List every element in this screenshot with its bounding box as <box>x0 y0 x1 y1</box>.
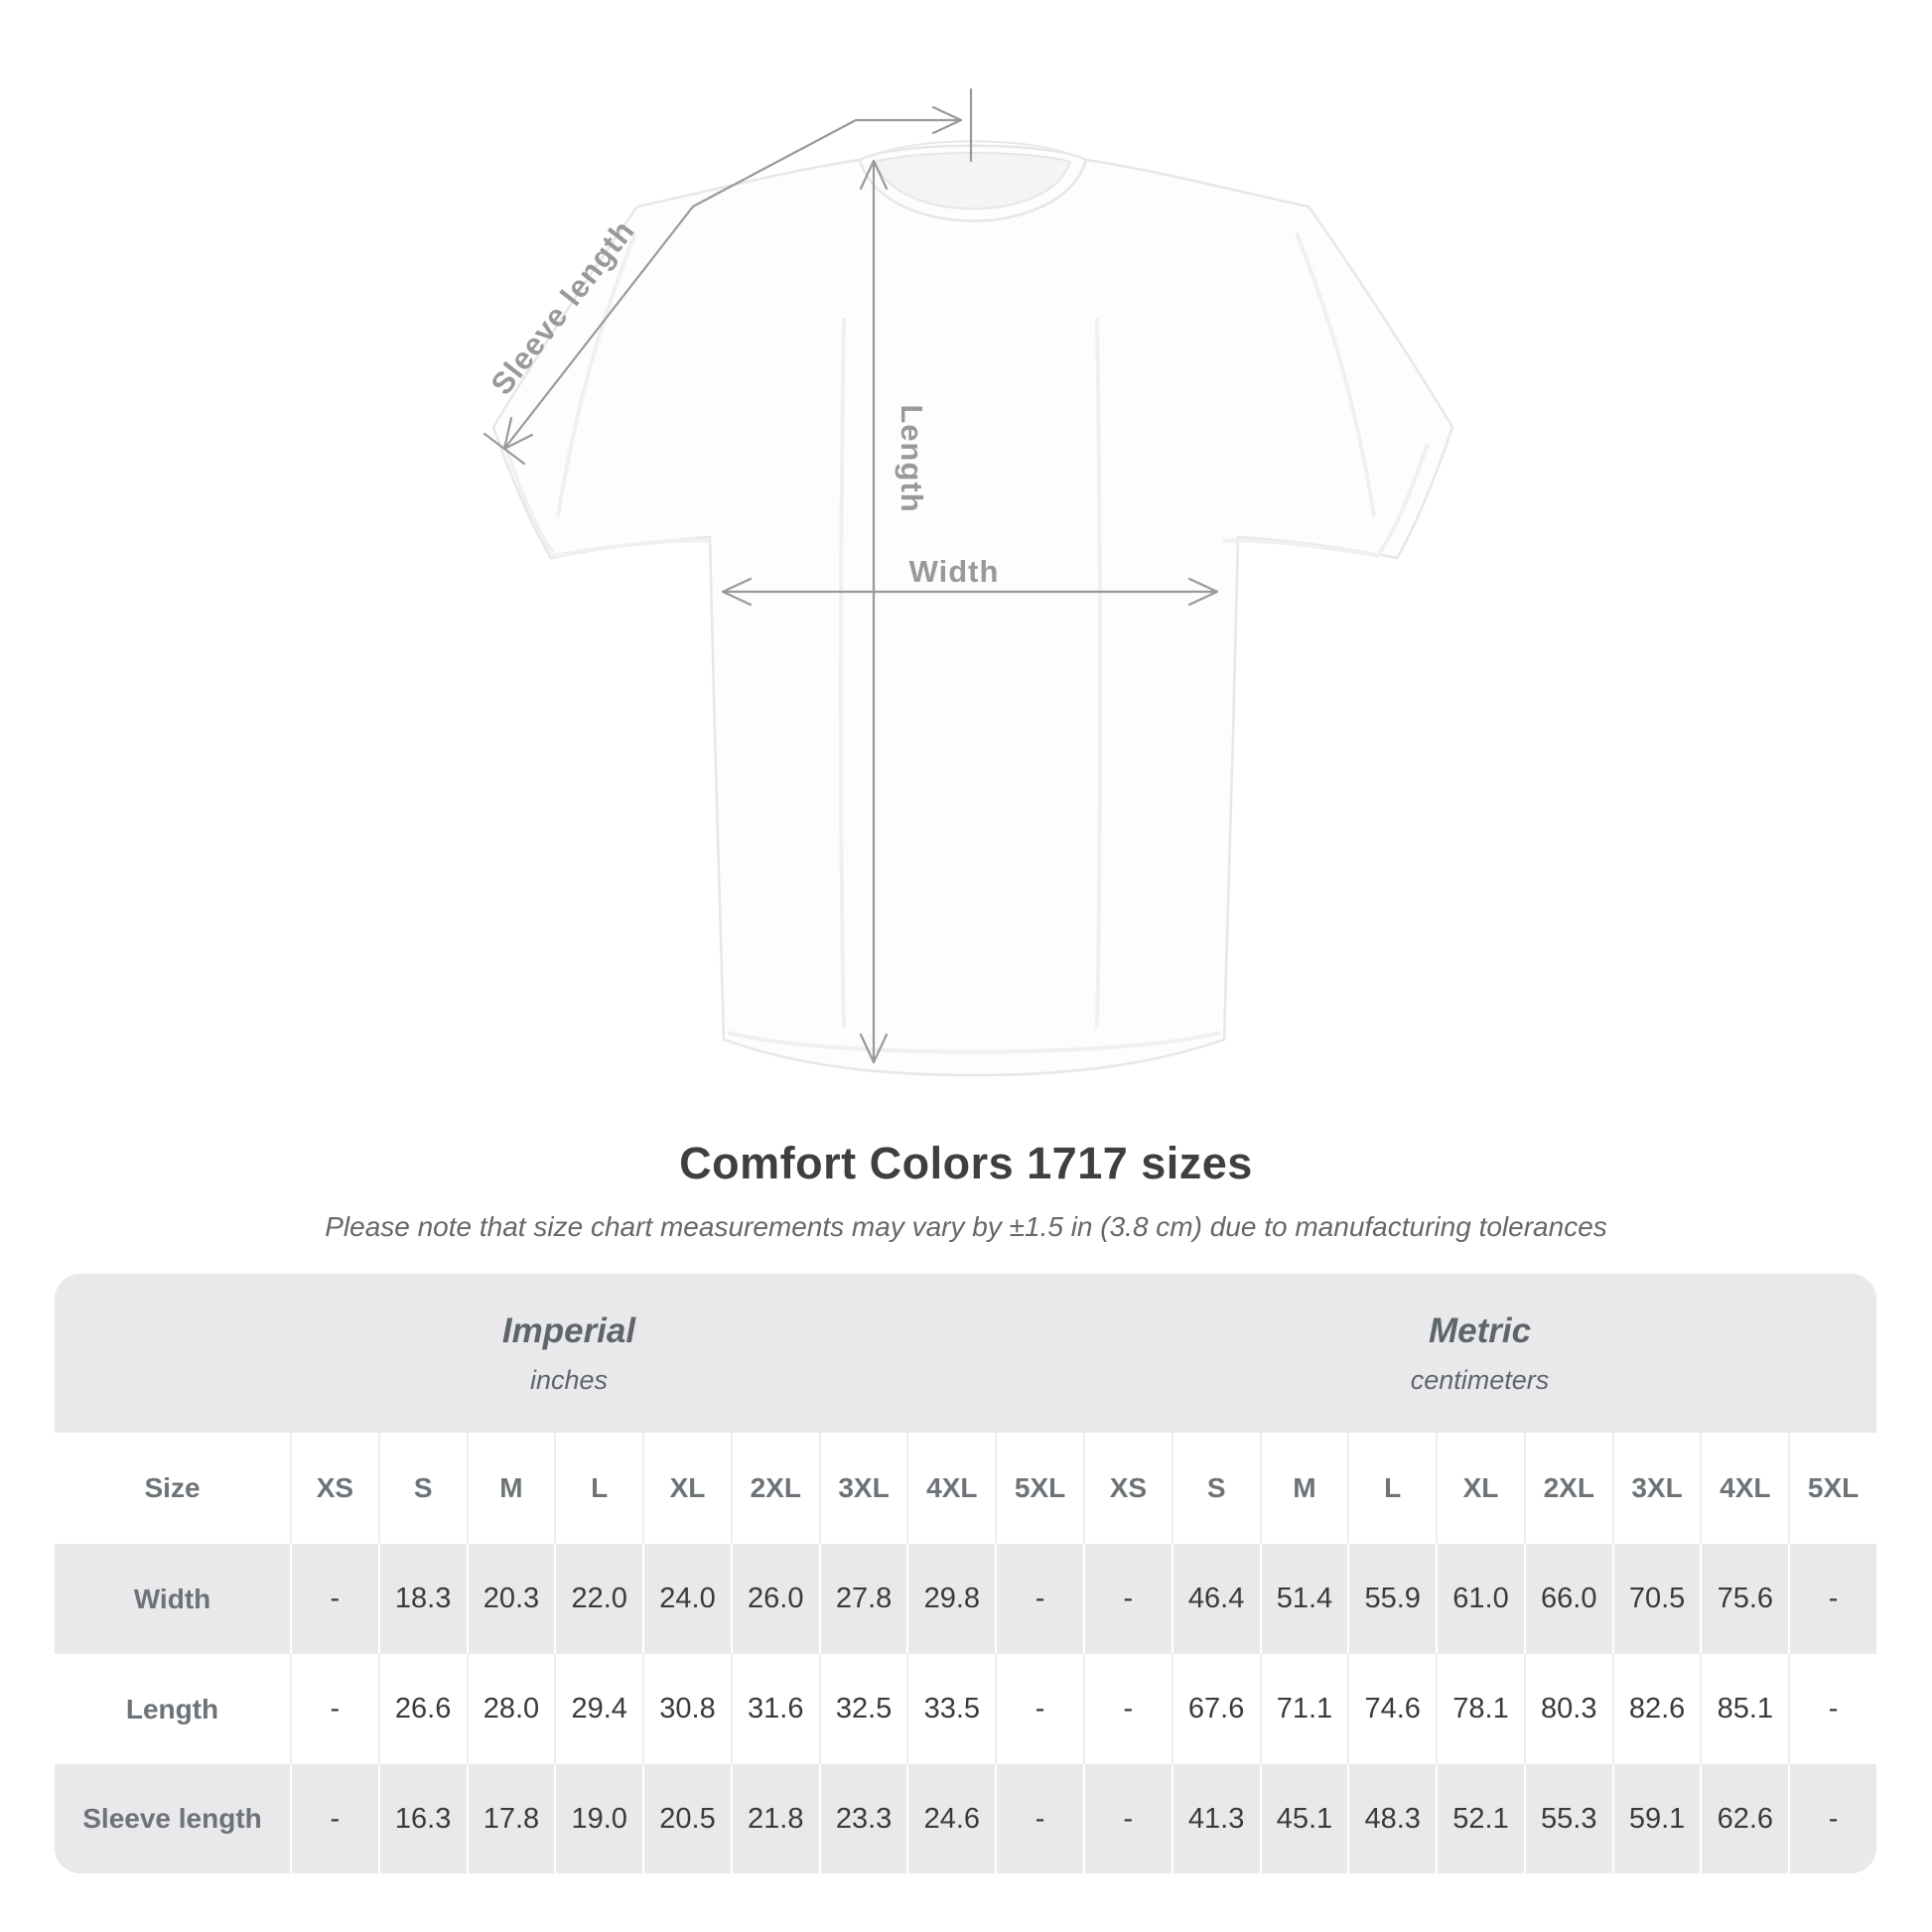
size-col-header: M <box>467 1433 555 1544</box>
table-cell: 32.5 <box>819 1654 907 1764</box>
title-block <box>0 1138 1932 1243</box>
table-cell: 66.0 <box>1524 1544 1612 1654</box>
table-cell: 27.8 <box>819 1544 907 1654</box>
size-col-header: XS <box>290 1433 378 1544</box>
table-cell: - <box>995 1654 1083 1764</box>
table-cell: 41.3 <box>1172 1764 1260 1873</box>
table-cell: 71.1 <box>1260 1654 1348 1764</box>
size-col-header: 4XL <box>1700 1433 1788 1544</box>
table-cell: 51.4 <box>1260 1544 1348 1654</box>
page-title: Comfort Colors 1717 sizes <box>679 1138 1253 1188</box>
size-col-header: 2XL <box>731 1433 819 1544</box>
table-cell: 28.0 <box>467 1654 555 1764</box>
table-cell: 67.6 <box>1172 1654 1260 1764</box>
table-cell: - <box>1788 1544 1876 1654</box>
row-label: Sleeve length <box>82 1803 262 1834</box>
table-cell: 75.6 <box>1700 1544 1788 1654</box>
table-cell: 82.6 <box>1612 1654 1701 1764</box>
table-cell: 59.1 <box>1612 1764 1701 1873</box>
table-cell: 19.0 <box>554 1764 642 1873</box>
table-cell: 31.6 <box>731 1654 819 1764</box>
table-cell: 48.3 <box>1347 1764 1436 1873</box>
imperial-group-unit: inches <box>529 1364 609 1395</box>
table-cell: 24.0 <box>642 1544 731 1654</box>
table-row-width <box>55 1544 1876 1654</box>
table-cell: - <box>290 1544 378 1654</box>
table-cell: 74.6 <box>1347 1654 1436 1764</box>
metric-group-title: Metric <box>1428 1311 1532 1350</box>
table-cell: 62.6 <box>1700 1764 1788 1873</box>
imperial-group-header <box>55 1274 1083 1433</box>
size-col-header: XS <box>1083 1433 1172 1544</box>
metric-group-header <box>1083 1274 1876 1433</box>
size-col-header: XL <box>1436 1433 1524 1544</box>
table-cell: - <box>290 1764 378 1873</box>
length-label: Length <box>895 404 929 513</box>
table-cell: 61.0 <box>1436 1544 1524 1654</box>
table-cell: - <box>1083 1544 1172 1654</box>
table-cell: - <box>995 1764 1083 1873</box>
width-label: Width <box>908 554 1000 589</box>
size-col-header: M <box>1260 1433 1348 1544</box>
page-subtitle: Please note that size chart measurements may vary by ±1.5 in (3.8 cm) due to manufacturing tolerances <box>325 1211 1607 1242</box>
table-cell: 22.0 <box>554 1544 642 1654</box>
imperial-group-title: Imperial <box>501 1311 636 1350</box>
table-cell: 85.1 <box>1700 1654 1788 1764</box>
size-chart-table <box>55 1274 1876 1873</box>
size-col-header: L <box>554 1433 642 1544</box>
table-cell: 20.5 <box>642 1764 731 1873</box>
table-cell: 26.6 <box>378 1654 467 1764</box>
table-cell: 16.3 <box>378 1764 467 1873</box>
size-col-header: 4XL <box>906 1433 995 1544</box>
table-cell: 26.0 <box>731 1544 819 1654</box>
table-cell: 29.4 <box>554 1654 642 1764</box>
size-col-header: S <box>1172 1433 1260 1544</box>
table-cell: - <box>1083 1654 1172 1764</box>
size-col-header: 3XL <box>1612 1433 1701 1544</box>
table-cell: - <box>1788 1764 1876 1873</box>
unit-group-header-row <box>55 1274 1876 1433</box>
table-cell: 17.8 <box>467 1764 555 1873</box>
table-cell: 23.3 <box>819 1764 907 1873</box>
table-cell: - <box>1083 1764 1172 1873</box>
table-cell: - <box>995 1544 1083 1654</box>
size-header-row <box>55 1433 1876 1544</box>
row-label: Length <box>125 1693 219 1725</box>
tshirt-illustration <box>493 141 1452 1075</box>
table-cell: 52.1 <box>1436 1764 1524 1873</box>
size-header-cell: Size <box>144 1472 201 1503</box>
table-cell: - <box>290 1654 378 1764</box>
metric-group-unit: centimeters <box>1410 1364 1550 1395</box>
table-cell: - <box>1788 1654 1876 1764</box>
row-label: Width <box>133 1583 211 1614</box>
table-cell: 29.8 <box>906 1544 995 1654</box>
size-col-header: XL <box>642 1433 731 1544</box>
size-col-header: S <box>378 1433 467 1544</box>
table-row-sleeve-length <box>55 1764 1876 1873</box>
sleeve-length-label: Sleeve length <box>483 212 642 402</box>
size-col-header: 2XL <box>1524 1433 1612 1544</box>
table-cell: 70.5 <box>1612 1544 1701 1654</box>
table-cell: 55.9 <box>1347 1544 1436 1654</box>
table-cell: 80.3 <box>1524 1654 1612 1764</box>
size-col-header: 5XL <box>995 1433 1083 1544</box>
table-row-length <box>55 1654 1876 1764</box>
table-cell: 46.4 <box>1172 1544 1260 1654</box>
size-col-header: 5XL <box>1788 1433 1876 1544</box>
table-cell: 33.5 <box>906 1654 995 1764</box>
size-col-header: 3XL <box>819 1433 907 1544</box>
table-cell: 18.3 <box>378 1544 467 1654</box>
table-cell: 55.3 <box>1524 1764 1612 1873</box>
table-cell: 20.3 <box>467 1544 555 1654</box>
table-cell: 45.1 <box>1260 1764 1348 1873</box>
table-cell: 21.8 <box>731 1764 819 1873</box>
size-col-header: L <box>1347 1433 1436 1544</box>
table-cell: 78.1 <box>1436 1654 1524 1764</box>
table-cell: 30.8 <box>642 1654 731 1764</box>
table-cell: 24.6 <box>906 1764 995 1873</box>
